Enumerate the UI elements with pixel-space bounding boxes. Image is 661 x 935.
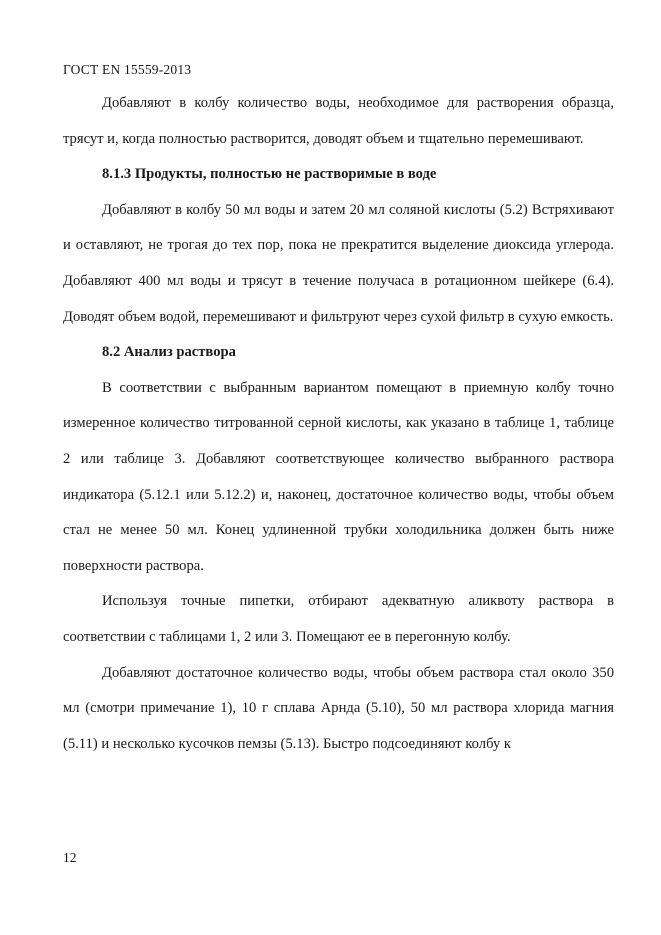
paragraph-insoluble-products: Добавляют в колбу 50 мл воды и затем 20 мл соляной кислоты (5.2) Встряхивают и оставляют, не трогая до тех пор, пока не прекратится выделение диоксида углерода. Добавляют 400 мл воды и трясут в течение получаса в ротационном шейкере (6.4). Доводят объем водой, перемешивают и фильтруют через сухой фильтр в сухую емкость. <box>63 201 614 325</box>
standard-header: ГОСТ EN 15559-2013 <box>63 62 192 77</box>
page-number: 12 <box>63 850 77 865</box>
section-heading-8-2: 8.2 Анализ раствора <box>102 344 236 361</box>
paragraph-distillation: Добавляют достаточное количество воды, чтобы объем раствора стал около 350 мл (смотри примечание 1), 10 г сплава Арнда (5.10), 50 мл раствора хлорида магния (5.11) и несколько кусочков пемзы (5.13). Быстро подсоединяют колбу к <box>63 664 614 752</box>
paragraph-dissolve: Добавляют в колбу количество воды, необходимое для растворения образца, трясут и, когда полностью растворится, доводят объем и тщательно перемешивают. <box>63 95 614 147</box>
paragraph-aliquot: Используя точные пипетки, отбирают адекватную аликвоту раствора в соответствии с таблицами 1, 2 или 3. Помещают ее в перегонную колбу. <box>63 593 614 645</box>
paragraph-receiving-flask: В соответствии с выбранным вариантом помещают в приемную колбу точно измеренное количество титрованной серной кислоты, как указано в таблице 1, таблице 2 или таблице 3. Добавляют соответствующее количество выбранного раствора индикатора (5.12.1 или 5.12.2) и, наконец, достаточное количество воды, чтобы объем стал не менее 50 мл. Конец удлиненной трубки холодильника должен быть ниже поверхности раствора. <box>63 379 614 574</box>
section-heading-8-1-3: 8.1.3 Продукты, полностью не растворимые в воде <box>102 166 437 183</box>
body-text <box>63 86 614 762</box>
